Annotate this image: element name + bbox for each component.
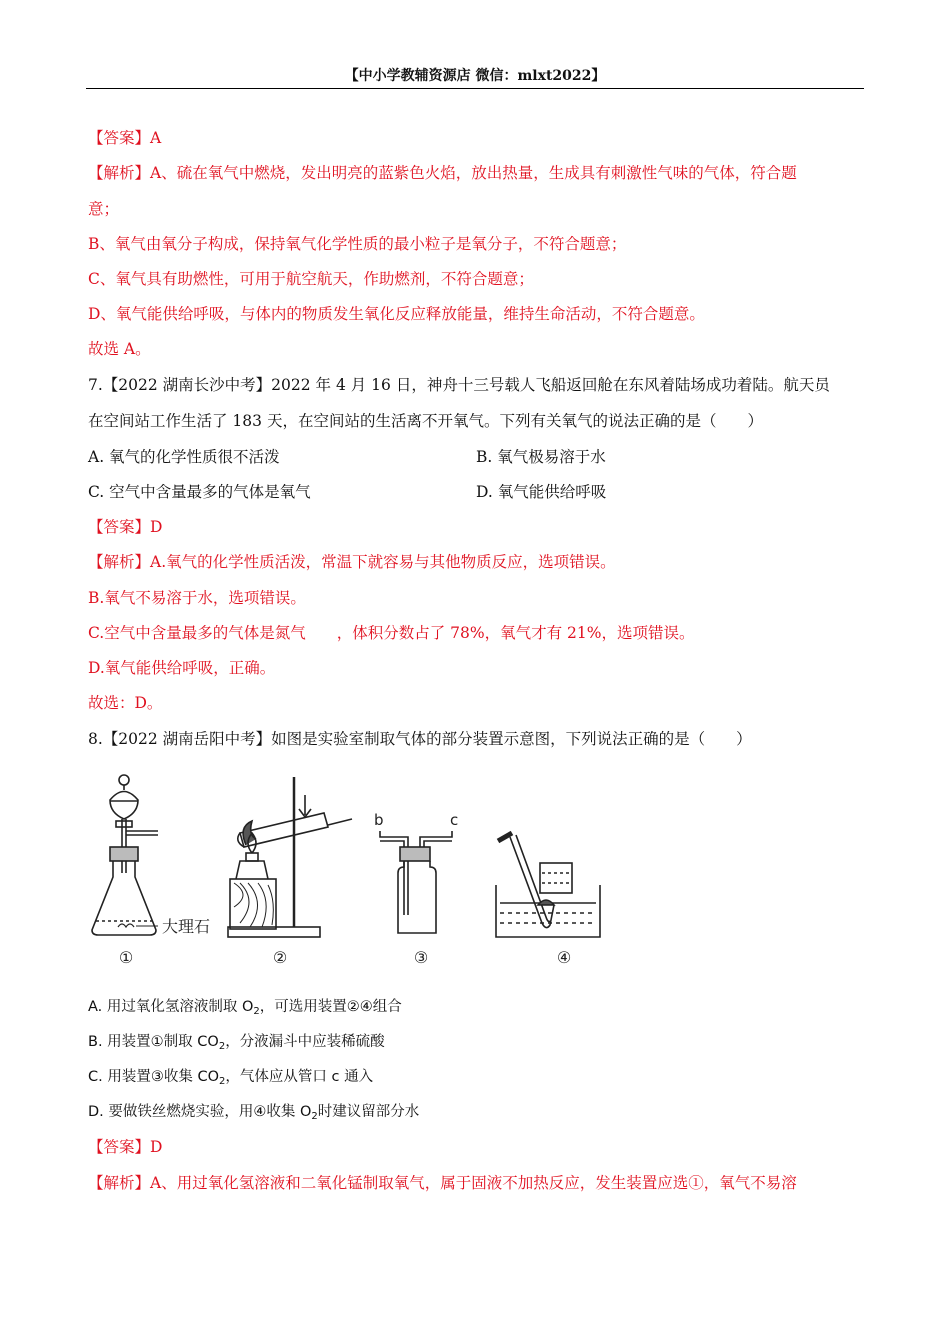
figure-number: ③: [413, 948, 429, 967]
q8-option-c: C. 用装置③收集 $CO_2$，气体应从管口 c 通入: [88, 1069, 374, 1087]
figure-number: ④: [556, 948, 572, 967]
marble-label: 大理石: [162, 917, 211, 936]
apparatus-figure: [80, 755, 620, 970]
q8-option-b: B. 用装置①制取 $CO_2$，分液漏斗中应装稀硫酸: [88, 1034, 385, 1052]
q8-option-a: A. 用过氧化氢溶液制取 $O_2$，可选用装置②④组合: [88, 999, 402, 1017]
q7-option-d: D. 氧气能供给呼吸: [476, 483, 607, 501]
q8-stem: 8.【2022 湖南岳阳中考】如图是实验室制取气体的部分装置示意图，下列说法正确的是（ ）: [88, 730, 752, 748]
q6-analysis-line: C、氧气具有助燃性，可用于航空航天，作助燃剂，不符合题意；: [88, 270, 534, 288]
q7-option-b: B. 氧气极易溶于水: [476, 448, 606, 466]
figure-number: ②: [272, 948, 288, 967]
q7-option-a: A. 氧气的化学性质很不活泼: [88, 448, 280, 466]
q7-answer: 【答案】D: [88, 518, 163, 536]
page-header: 【中小学教辅资源店 微信：mlxt2022】: [86, 66, 864, 89]
q7-analysis-line: 【解析】A.氧气的化学性质活泼，常温下就容易与其他物质反应，选项错误。: [88, 553, 616, 571]
apparatus-3-bottle: [374, 811, 458, 933]
q8-option-d: D. 要做铁丝燃烧实验，用④收集 $O_2$时建议留部分水: [88, 1104, 420, 1122]
q7-analysis-line: D.氧气能供给呼吸，正确。: [88, 659, 276, 677]
q7-stem-line: 在空间站工作生活了 183 天，在空间站的生活离不开氧气。下列有关氧气的说法正确的是（ ）: [88, 412, 763, 430]
q6-analysis-line: 【解析】A、硫在氧气中燃烧，发出明亮的蓝紫色火焰，放出热量，生成具有刺激性气味的气体，符合题: [88, 164, 797, 182]
q6-analysis-line: B、氧气由氧分子构成，保持氧气化学性质的最小粒子是氧分子，不符合题意；: [88, 235, 627, 253]
q7-conclusion: 故选：D。: [88, 694, 163, 712]
apparatus-1-flask: [92, 775, 210, 936]
q8-answer: 【答案】D: [88, 1138, 163, 1156]
q7-option-c: C. 空气中含量最多的气体是氧气: [88, 483, 311, 501]
q6-analysis-line: D、氧气能供给呼吸，与体内的物质发生氧化反应释放能量，维持生命活动，不符合题意。: [88, 305, 705, 323]
q6-conclusion: 故选 A。: [88, 340, 151, 358]
figure-number: ①: [118, 948, 134, 967]
tube-c-label: c: [450, 811, 459, 829]
q6-analysis-line: 意；: [88, 200, 120, 218]
q7-stem-line: 7.【2022 湖南长沙中考】2022 年 4 月 16 日，神舟十三号载人飞船返回舱在东风着陆场成功着陆。航天员: [88, 376, 830, 394]
apparatus-4-trough: [496, 833, 600, 937]
tube-b-label: b: [374, 811, 384, 829]
q7-analysis-line: B.氧气不易溶于水，选项错误。: [88, 589, 306, 607]
apparatus-2-heating: [228, 777, 352, 937]
q8-analysis-line: 【解析】A、用过氧化氢溶液和二氧化锰制取氧气，属于固液不加热反应，发生装置应选①，氧气不易溶: [88, 1174, 797, 1192]
q7-analysis-line: C.空气中含量最多的气体是氮气 ，体积分数占了 78%，氧气才有 21%，选项错误。: [88, 624, 695, 642]
q6-answer: 【答案】A: [88, 129, 162, 147]
